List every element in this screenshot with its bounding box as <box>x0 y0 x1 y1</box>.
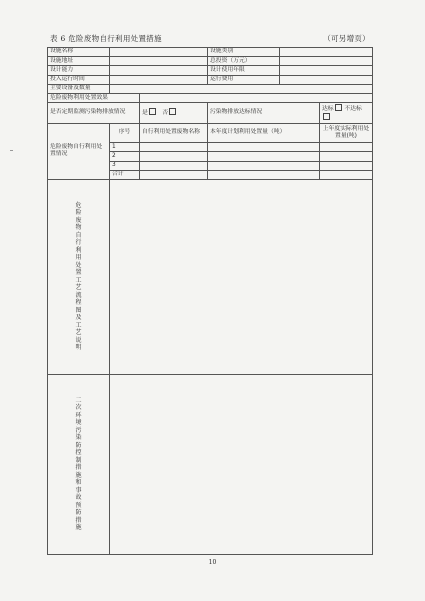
col-actual-header: 上年度实际利用处置量(吨) <box>320 123 373 142</box>
discharge-options <box>320 103 373 123</box>
row-design-capacity <box>48 66 373 75</box>
label-utilization-effect: 危险废物利用处置效果 <box>48 94 140 103</box>
label-process <box>48 179 110 374</box>
row-secondary <box>48 374 373 554</box>
col-waste-name-header: 自行利用处置废物名称 <box>140 123 208 142</box>
plan-cell[interactable] <box>208 152 320 161</box>
monitoring-options <box>140 103 208 123</box>
row-process <box>48 179 373 374</box>
compliant-option-label: 达标 <box>322 105 334 112</box>
actual-cell[interactable] <box>320 152 373 161</box>
label-design-capacity: 设计能力 <box>48 66 110 75</box>
seq-cell: 3 <box>110 161 140 170</box>
no-option-label: 否 <box>162 110 169 117</box>
total-plan-cell[interactable] <box>208 170 320 179</box>
waste-disposal-form <box>47 47 373 555</box>
yes-option-label: 是 <box>142 110 148 117</box>
scan-artifact <box>10 150 13 151</box>
waste-name-cell[interactable] <box>140 143 208 152</box>
value-total-investment[interactable] <box>280 57 373 66</box>
value-utilization-effect[interactable] <box>140 94 373 103</box>
actual-cell[interactable] <box>320 161 373 170</box>
value-design-capacity[interactable] <box>110 66 208 75</box>
value-commission-time[interactable] <box>110 75 208 84</box>
label-facility-type: 设施类别 <box>208 48 280 57</box>
table-title-row <box>50 33 370 45</box>
value-operating-cost[interactable] <box>280 75 373 84</box>
total-waste-name-cell[interactable] <box>140 170 208 179</box>
label-commission-time: 投入运行时间 <box>48 75 110 84</box>
label-secondary <box>48 374 110 554</box>
actual-cell[interactable] <box>320 143 373 152</box>
no-checkbox[interactable] <box>169 108 176 115</box>
yes-checkbox[interactable] <box>149 108 156 115</box>
secondary-label-text: 二次环境污染防控制措施和事故预防措施 <box>75 396 82 532</box>
row-monitoring <box>48 103 373 123</box>
label-operating-cost: 运行费用 <box>208 75 280 84</box>
label-regular-monitoring: 是否定期监测污染物排放情况 <box>48 103 140 123</box>
waste-name-cell[interactable] <box>140 161 208 170</box>
table-note: （可另增页） <box>323 34 370 43</box>
value-main-equipment[interactable] <box>110 84 373 93</box>
label-situation: 危险废物自行利用处置情况 <box>48 123 110 179</box>
row-utilization-effect <box>48 94 373 103</box>
label-main-equipment: 主要设备及数量 <box>48 84 110 93</box>
value-facility-address[interactable] <box>110 57 208 66</box>
label-design-life: 设计使用年限 <box>208 66 280 75</box>
label-total-investment: 总投资（万元） <box>208 57 280 66</box>
seq-cell: 2 <box>110 152 140 161</box>
row-facility-address <box>48 57 373 66</box>
label-facility-address: 设施地址 <box>48 57 110 66</box>
value-design-life[interactable] <box>280 66 373 75</box>
row-situation-header <box>48 123 373 142</box>
col-plan-header: 本年度计划利用处置量（吨） <box>208 123 320 142</box>
page-number: 10 <box>208 559 217 566</box>
plan-cell[interactable] <box>208 143 320 152</box>
label-discharge-status: 污染物排放达标情况 <box>208 103 320 123</box>
plan-cell[interactable] <box>208 161 320 170</box>
compliant-checkbox[interactable] <box>335 104 342 111</box>
value-facility-type[interactable] <box>280 48 373 57</box>
col-seq-header: 序号 <box>110 123 140 142</box>
total-label: 合计 <box>110 170 140 179</box>
row-main-equipment <box>48 84 373 93</box>
process-label-text: 危险废物自行利用处置工艺流程图及工艺说明 <box>75 201 82 352</box>
noncompliant-option-label: 不达标 <box>344 105 362 112</box>
seq-cell: 1 <box>110 143 140 152</box>
table-title: 表 6 危险废物自行利用处置措施 <box>50 34 162 43</box>
total-actual-cell[interactable] <box>320 170 373 179</box>
waste-name-cell[interactable] <box>140 152 208 161</box>
value-facility-name[interactable] <box>110 48 208 57</box>
row-commission-time <box>48 75 373 84</box>
value-process[interactable] <box>110 179 373 374</box>
label-facility-name: 设施名称 <box>48 48 110 57</box>
noncompliant-checkbox[interactable] <box>323 113 330 120</box>
value-secondary[interactable] <box>110 374 373 554</box>
row-facility-name <box>48 48 373 57</box>
